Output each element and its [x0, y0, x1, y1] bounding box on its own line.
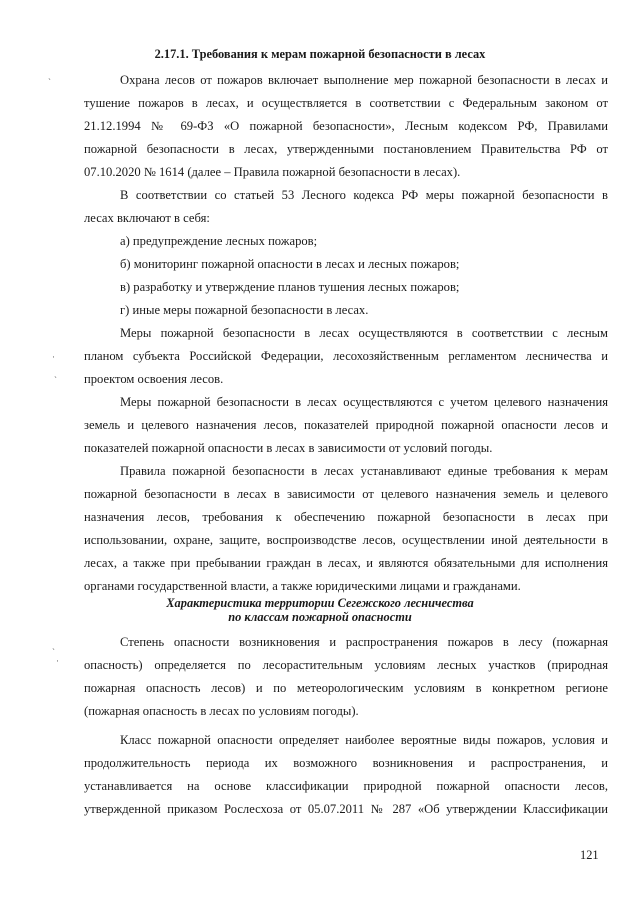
list-item: г) иные меры пожарной безопасности в лесах. — [120, 303, 369, 317]
text-line: продолжительность периода их возможного возникновения и распространения, и — [84, 756, 608, 770]
text-line: (пожарная опасность в лесах по условиям погоды). — [84, 704, 359, 718]
text-line: Меры пожарной безопасности в лесах осуществляются в соответствии с лесным — [120, 326, 608, 340]
list-item: в) разработку и утверждение планов тушения лесных пожаров; — [120, 280, 460, 294]
scan-speck: · — [56, 656, 59, 666]
text-line: земель и целевого назначения лесов, показателей природной пожарной опасности лесов и — [84, 418, 608, 432]
text-line: проектом освоения лесов. — [84, 372, 224, 386]
text-line: показателей пожарной опасности в лесах в зависимости от условий погоды. — [84, 441, 493, 455]
text-line: планом субъекта Российской Федерации, лесохозяйственным регламентом лесничества и — [84, 349, 608, 363]
text-line: пожарная опасность лесов) и по метеорологическим условиям в конкретном регионе — [84, 681, 608, 695]
text-line: Меры пожарной безопасности в лесах осуществляются с учетом целевого назначения — [120, 395, 608, 409]
scan-speck: ˏ — [52, 640, 55, 650]
text-line: утвержденной приказом Рослесхоза от 05.07.2011 № 287 «Об утверждении Классификации — [84, 802, 608, 816]
section-heading: 2.17.1. Требования к мерам пожарной безопасности в лесах — [154, 47, 486, 61]
text-line: назначения лесов, требования к обеспечению пожарной безопасности в лесах при — [84, 510, 608, 524]
text-line: 07.10.2020 № 1614 (далее – Правила пожарной безопасности в лесах). — [84, 165, 461, 179]
scan-speck: · — [52, 352, 55, 362]
text-line: лесах включают в себя: — [84, 211, 210, 225]
text-line: Охрана лесов от пожаров включает выполнение мер пожарной безопасности в лесах и — [120, 73, 608, 87]
text-line: органами государственной власти, а также юридическими лицами и гражданами. — [84, 579, 521, 593]
text-line: устанавливается на основе классификации природной пожарной опасности лесов, — [84, 779, 608, 793]
text-line: лесах, а также при пребывании граждан в лесах, и являются обязательными для исполнения — [84, 556, 608, 570]
scan-speck: ˏ — [54, 368, 57, 378]
scan-speck: ˏ — [48, 70, 51, 80]
text-line: пожарной безопасности в лесах, утвержденными постановлением Правительства РФ от — [84, 142, 608, 156]
text-line: использовании, охране, защите, воспроизводстве лесов, осуществлении иной деятельности в — [84, 533, 608, 547]
text-line: Степень опасности возникновения и распространения пожаров в лесу (пожарная — [120, 635, 608, 649]
text-line: тушение пожаров в лесах, и осуществляется в соответствии с Федеральным законом от — [84, 96, 608, 110]
page-number: 121 — [580, 848, 599, 862]
text-line: Правила пожарной безопасности в лесах устанавливают единые требования к мерам — [120, 464, 608, 478]
text-line: пожарной безопасности в лесах в зависимости от целевого назначения земель и целевого — [84, 487, 608, 501]
list-item: а) предупреждение лесных пожаров; — [120, 234, 318, 248]
text-line: опасность) определяется по лесорастительным условиям лесных участков (природная — [84, 658, 608, 672]
subsection-heading: по классам пожарной опасности — [228, 610, 412, 624]
text-line: Класс пожарной опасности определяет наиболее вероятные виды пожаров, условия и — [120, 733, 608, 747]
text-line: 21.12.1994 № 69-ФЗ «О пожарной безопасности», Лесным кодексом РФ, Правилами — [84, 119, 608, 133]
text-line: В соответствии со статьей 53 Лесного кодекса РФ меры пожарной безопасности в — [120, 188, 608, 202]
list-item: б) мониторинг пожарной опасности в лесах и лесных пожаров; — [120, 257, 460, 271]
subsection-heading: Характеристика территории Сегежского лесничества — [166, 596, 474, 610]
